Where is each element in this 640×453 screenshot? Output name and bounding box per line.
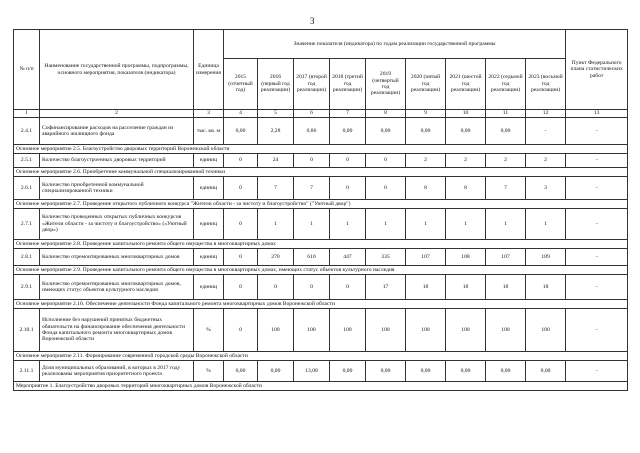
column-number: 1 bbox=[14, 110, 40, 118]
value-cell: 1 bbox=[330, 209, 366, 240]
row-number: 2.4.1 bbox=[14, 118, 40, 145]
value-cell: 7 bbox=[258, 177, 294, 200]
plan-cell: - bbox=[566, 361, 628, 382]
value-cell: 2 bbox=[526, 154, 566, 168]
section-title: Основное мероприятие 2.11. Формирование современной городской среды Воронежской области bbox=[14, 352, 628, 361]
table-row bbox=[14, 361, 628, 382]
value-cell: 1 bbox=[446, 209, 486, 240]
section-title: Основное мероприятие 2.5. Благоустройство дворовых территорий Воронежской области bbox=[14, 145, 628, 154]
value-cell: 0,00 bbox=[486, 361, 526, 382]
column-number: 3 bbox=[194, 110, 224, 118]
section-title: Основное мероприятие 2.9. Проведение капитального ремонта общего имущества в многоквартирных домах, имеющих статус объектов культурного наследия bbox=[14, 266, 628, 275]
value-cell: 0 bbox=[224, 309, 258, 352]
plan-cell: - bbox=[566, 209, 628, 240]
column-number: 6 bbox=[294, 110, 330, 118]
value-cell: 1 bbox=[526, 209, 566, 240]
value-cell: 270 bbox=[258, 249, 294, 266]
header-name: Наименование государственной программы, подпрограммы, основного мероприятия, показателя (индикатора) bbox=[40, 30, 194, 110]
header-year: 2022 (седьмой год реализации) bbox=[486, 59, 526, 110]
value-cell: 107 bbox=[486, 249, 526, 266]
value-cell: 18 bbox=[526, 275, 566, 300]
value-cell: 0 bbox=[294, 275, 330, 300]
value-cell: 0 bbox=[258, 275, 294, 300]
section-row bbox=[14, 240, 628, 249]
row-number: 2.7.1 bbox=[14, 209, 40, 240]
value-cell: 100 bbox=[406, 309, 446, 352]
table-row bbox=[14, 118, 628, 145]
value-cell: 100 bbox=[526, 309, 566, 352]
value-cell: 13,08 bbox=[294, 361, 330, 382]
value-cell: 108 bbox=[446, 249, 486, 266]
value-cell: 1 bbox=[366, 209, 406, 240]
value-cell: 189 bbox=[526, 249, 566, 266]
row-number: 2.10.1 bbox=[14, 309, 40, 352]
value-cell: 8 bbox=[406, 177, 446, 200]
column-number: 10 bbox=[446, 110, 486, 118]
section-row bbox=[14, 300, 628, 309]
unit: единиц bbox=[194, 154, 224, 168]
value-cell: - bbox=[526, 118, 566, 145]
value-cell: 2 bbox=[406, 154, 446, 168]
section-row bbox=[14, 145, 628, 154]
value-cell: 100 bbox=[446, 309, 486, 352]
column-number: 9 bbox=[406, 110, 446, 118]
indicator-name: Количество проведенных открытых публичных конкурсов «Жители области - за чистоту и благоустройство» («Уютный двор») bbox=[40, 209, 194, 240]
indicator-name: Исполнение без нарушений принятых бюджетных обязательств на финансирование обеспечения деятельности Фонда капитального ремонта многоквартирных домов Воронежской области bbox=[40, 309, 194, 352]
value-cell: 0,00 bbox=[366, 118, 406, 145]
table-row bbox=[14, 177, 628, 200]
value-cell: 100 bbox=[258, 309, 294, 352]
value-cell: 100 bbox=[330, 309, 366, 352]
row-number: 2.11.1 bbox=[14, 361, 40, 382]
value-cell: 100 bbox=[294, 309, 330, 352]
header-year: 2021 (шестой год реализации) bbox=[446, 59, 486, 110]
page-number: 3 bbox=[310, 16, 315, 26]
value-cell: 18 bbox=[406, 275, 446, 300]
value-cell: 0 bbox=[330, 177, 366, 200]
column-number: 5 bbox=[258, 110, 294, 118]
column-number: 13 bbox=[566, 110, 628, 118]
row-number: 2.8.1 bbox=[14, 249, 40, 266]
value-cell: 107 bbox=[406, 249, 446, 266]
value-cell: 610 bbox=[294, 249, 330, 266]
plan-cell: - bbox=[566, 177, 628, 200]
indicator-name: Доля муниципальных образований, в которых в 2017 году реализованы мероприятия приоритетного проекта bbox=[40, 361, 194, 382]
plan-cell: - bbox=[566, 154, 628, 168]
value-cell: 2 bbox=[446, 154, 486, 168]
column-number: 8 bbox=[366, 110, 406, 118]
value-cell: 0,00 bbox=[526, 361, 566, 382]
section-title: Основное мероприятие 2.7. Проведение открытого публичного конкурса "Жители области - за чистоту и благоустройство" ("Уютный двор") bbox=[14, 200, 628, 209]
value-cell: 2,28 bbox=[258, 118, 294, 145]
header-values-group: Значение показателя (индикатора) по годам реализации государственной программы bbox=[224, 30, 566, 59]
row-number: 2.6.1 bbox=[14, 177, 40, 200]
section-title: Мероприятие 1. Благоустройство дворовых территорий многоквартирных домов Воронежской области bbox=[14, 382, 628, 391]
value-cell: 1 bbox=[258, 209, 294, 240]
header-year: 2020 (пятый год реализации) bbox=[406, 59, 446, 110]
row-number: 2.5.1 bbox=[14, 154, 40, 168]
section-row bbox=[14, 266, 628, 275]
value-cell: 0,00 bbox=[366, 361, 406, 382]
table-row bbox=[14, 309, 628, 352]
column-number: 7 bbox=[330, 110, 366, 118]
header-no: № п/п bbox=[14, 30, 40, 110]
header-plan: Пункт Федерального плана статистических работ bbox=[566, 30, 628, 110]
value-cell: 7 bbox=[294, 177, 330, 200]
table-row bbox=[14, 154, 628, 168]
value-cell: 0,00 bbox=[486, 118, 526, 145]
column-number: 12 bbox=[526, 110, 566, 118]
value-cell: 0 bbox=[366, 177, 406, 200]
value-cell: 100 bbox=[366, 309, 406, 352]
value-cell: 0 bbox=[224, 249, 258, 266]
value-cell: 0 bbox=[366, 154, 406, 168]
indicator-table bbox=[13, 29, 628, 391]
value-cell: 24 bbox=[258, 154, 294, 168]
value-cell: 447 bbox=[330, 249, 366, 266]
unit: единиц bbox=[194, 177, 224, 200]
value-cell: 0 bbox=[224, 209, 258, 240]
indicator-name: Количество отремонтированных многоквартирных домов bbox=[40, 249, 194, 266]
value-cell: 8 bbox=[446, 177, 486, 200]
value-cell: 0 bbox=[224, 154, 258, 168]
value-cell: 18 bbox=[446, 275, 486, 300]
value-cell: 7 bbox=[486, 177, 526, 200]
header-year: 2023 (восьмой год реализации) bbox=[526, 59, 566, 110]
value-cell: 0 bbox=[330, 275, 366, 300]
value-cell: 0,00 bbox=[406, 118, 446, 145]
table-row bbox=[14, 209, 628, 240]
unit: единиц bbox=[194, 209, 224, 240]
plan-cell: - bbox=[566, 309, 628, 352]
value-cell: 0,00 bbox=[258, 361, 294, 382]
value-cell: 0,00 bbox=[446, 361, 486, 382]
value-cell: 17 bbox=[366, 275, 406, 300]
header-year: 2015 (отчетный год) bbox=[224, 59, 258, 110]
indicator-name: Софинансирование расходов на расселение граждан из аварийного жилищного фонда bbox=[40, 118, 194, 145]
header-year: 2018 (третий год реализации) bbox=[330, 59, 366, 110]
unit: тыс. кв. м bbox=[194, 118, 224, 145]
plan-cell: - bbox=[566, 249, 628, 266]
section-title: Основное мероприятие 2.6. Приобретение коммунальной специализированной техники bbox=[14, 168, 628, 177]
value-cell: 100 bbox=[486, 309, 526, 352]
section-row bbox=[14, 352, 628, 361]
value-cell: 0,00 bbox=[406, 361, 446, 382]
unit: единиц bbox=[194, 249, 224, 266]
header-unit: Единица измерения bbox=[194, 30, 224, 110]
header-year: 2016 (первый год реализации) bbox=[258, 59, 294, 110]
header-year: 2017 (второй год реализации) bbox=[294, 59, 330, 110]
value-cell: 0,00 bbox=[224, 118, 258, 145]
value-cell: 335 bbox=[366, 249, 406, 266]
value-cell: 18 bbox=[486, 275, 526, 300]
value-cell: 1 bbox=[294, 209, 330, 240]
value-cell: 1 bbox=[486, 209, 526, 240]
value-cell: 3 bbox=[526, 177, 566, 200]
value-cell: 0 bbox=[330, 154, 366, 168]
value-cell: 0,00 bbox=[330, 361, 366, 382]
section-row bbox=[14, 168, 628, 177]
section-title: Основное мероприятие 2.10. Обеспечение деятельности Фонда капитального ремонта многоквартирных домов Воронежской области bbox=[14, 300, 628, 309]
value-cell: 0 bbox=[294, 154, 330, 168]
value-cell: 0,00 bbox=[224, 361, 258, 382]
unit: % bbox=[194, 361, 224, 382]
value-cell: 0,00 bbox=[330, 118, 366, 145]
column-number: 2 bbox=[40, 110, 194, 118]
unit: % bbox=[194, 309, 224, 352]
value-cell: 1 bbox=[406, 209, 446, 240]
column-number: 11 bbox=[486, 110, 526, 118]
unit: единиц bbox=[194, 275, 224, 300]
table-row bbox=[14, 249, 628, 266]
indicator-name: Количество приобретенной коммунальной специализированной техники bbox=[40, 177, 194, 200]
value-cell: 0 bbox=[224, 275, 258, 300]
indicator-name: Количество отремонтированных многоквартирных домов, имеющих статус объектов культурного наследия bbox=[40, 275, 194, 300]
section-row bbox=[14, 382, 628, 391]
table-row bbox=[14, 275, 628, 300]
column-number: 4 bbox=[224, 110, 258, 118]
value-cell: 0,86 bbox=[294, 118, 330, 145]
value-cell: 2 bbox=[486, 154, 526, 168]
row-number: 2.9.1 bbox=[14, 275, 40, 300]
indicator-name: Количество благоустроенных дворовых территорий bbox=[40, 154, 194, 168]
section-title: Основное мероприятие 2.8. Проведение капитального ремонта общего имущества в многоквартирных домах bbox=[14, 240, 628, 249]
plan-cell: - bbox=[566, 275, 628, 300]
value-cell: 0,00 bbox=[446, 118, 486, 145]
section-row bbox=[14, 200, 628, 209]
value-cell: 0 bbox=[224, 177, 258, 200]
header-year: 2019 (четвертый год реализации) bbox=[366, 59, 406, 110]
plan-cell: - bbox=[566, 118, 628, 145]
